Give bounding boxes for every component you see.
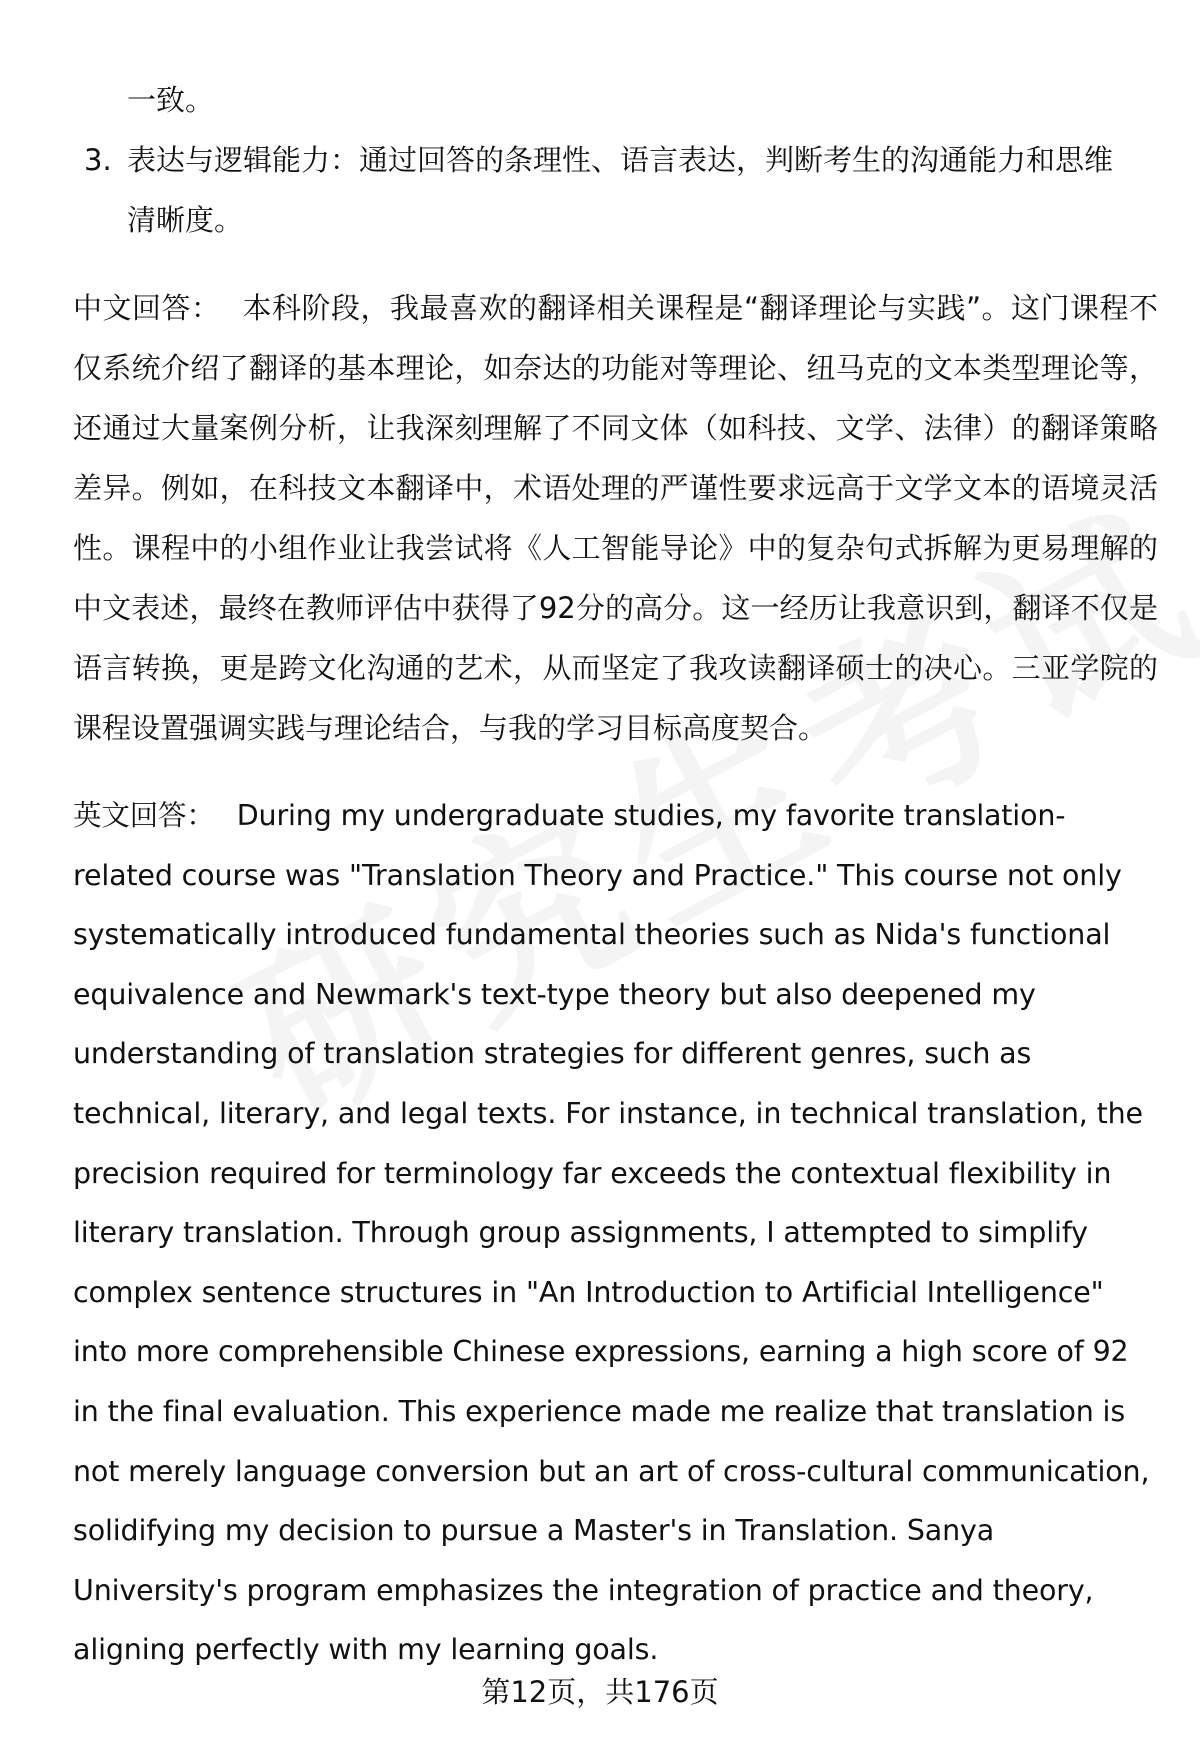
list-item-3 (84, 130, 1154, 250)
chinese-answer-label: 中文回答： (73, 291, 221, 325)
english-answer-text: During my undergraduate studies, my favorite translation-related course was "Translation Theory and Practice." This course not only systematically introduced fundamental theories such as Nida's functional equivalence and Newmark's text-type theory but also deepened my understanding of translation strategies for different genres, such as technical, literary, and legal texts. For instance, in technical translation, the precision required for terminology far exceeds the contextual flexibility in literary translation. Through group assignments, I attempted to simplify complex sentence structures in "An Introduction to Artificial Intelligence" into more comprehensible Chinese expressions, earning a high score of 92 in the final evaluation. This experience made me realize that translation is not merely language conversion but an art of cross-cultural communication, solidifying my decision to pursue a Master's in Translation. Sanya University's program emphasizes the integration of practice and theory, aligning perfectly with my learning goals. (73, 799, 1150, 1667)
chinese-answer-text: 本科阶段，我最喜欢的翻译相关课程是“翻译理论与实践”。这门课程不仅系统介绍了翻译的基本理论，如奈达的功能对等理论、纽马克的文本类型理论等，还通过大量案例分析，让我深刻理解了不同文体（如科技、文学、法律）的翻译策略差异。例如，在科技文本翻译中，术语处理的严谨性要求远高于文学文本的语境灵活性。课程中的小组作业让我尝试将《人工智能导论》中的复杂句式拆解为更易理解的中文表述，最终在教师评估中获得了92分的高分。这一经历让我意识到，翻译不仅是语言转换，更是跨文化沟通的艺术，从而坚定了我攻读翻译硕士的决心。三亚学院的课程设置强调实践与理论结合，与我的学习目标高度契合。 (73, 291, 1158, 745)
chinese-answer-paragraph (73, 278, 1158, 758)
continuation-line: 一致。 (127, 83, 215, 117)
list-item-number: 3. (84, 143, 112, 177)
english-answer-paragraph (73, 786, 1158, 1680)
page-footer (0, 1670, 1200, 1714)
list-item-text: 表达与逻辑能力：通过回答的条理性、语言表达，判断考生的沟通能力和思维清晰度。 (127, 143, 1114, 237)
english-answer-label: 英文回答： (73, 799, 215, 832)
page-indicator: 第12页，共176页 (481, 1675, 719, 1709)
